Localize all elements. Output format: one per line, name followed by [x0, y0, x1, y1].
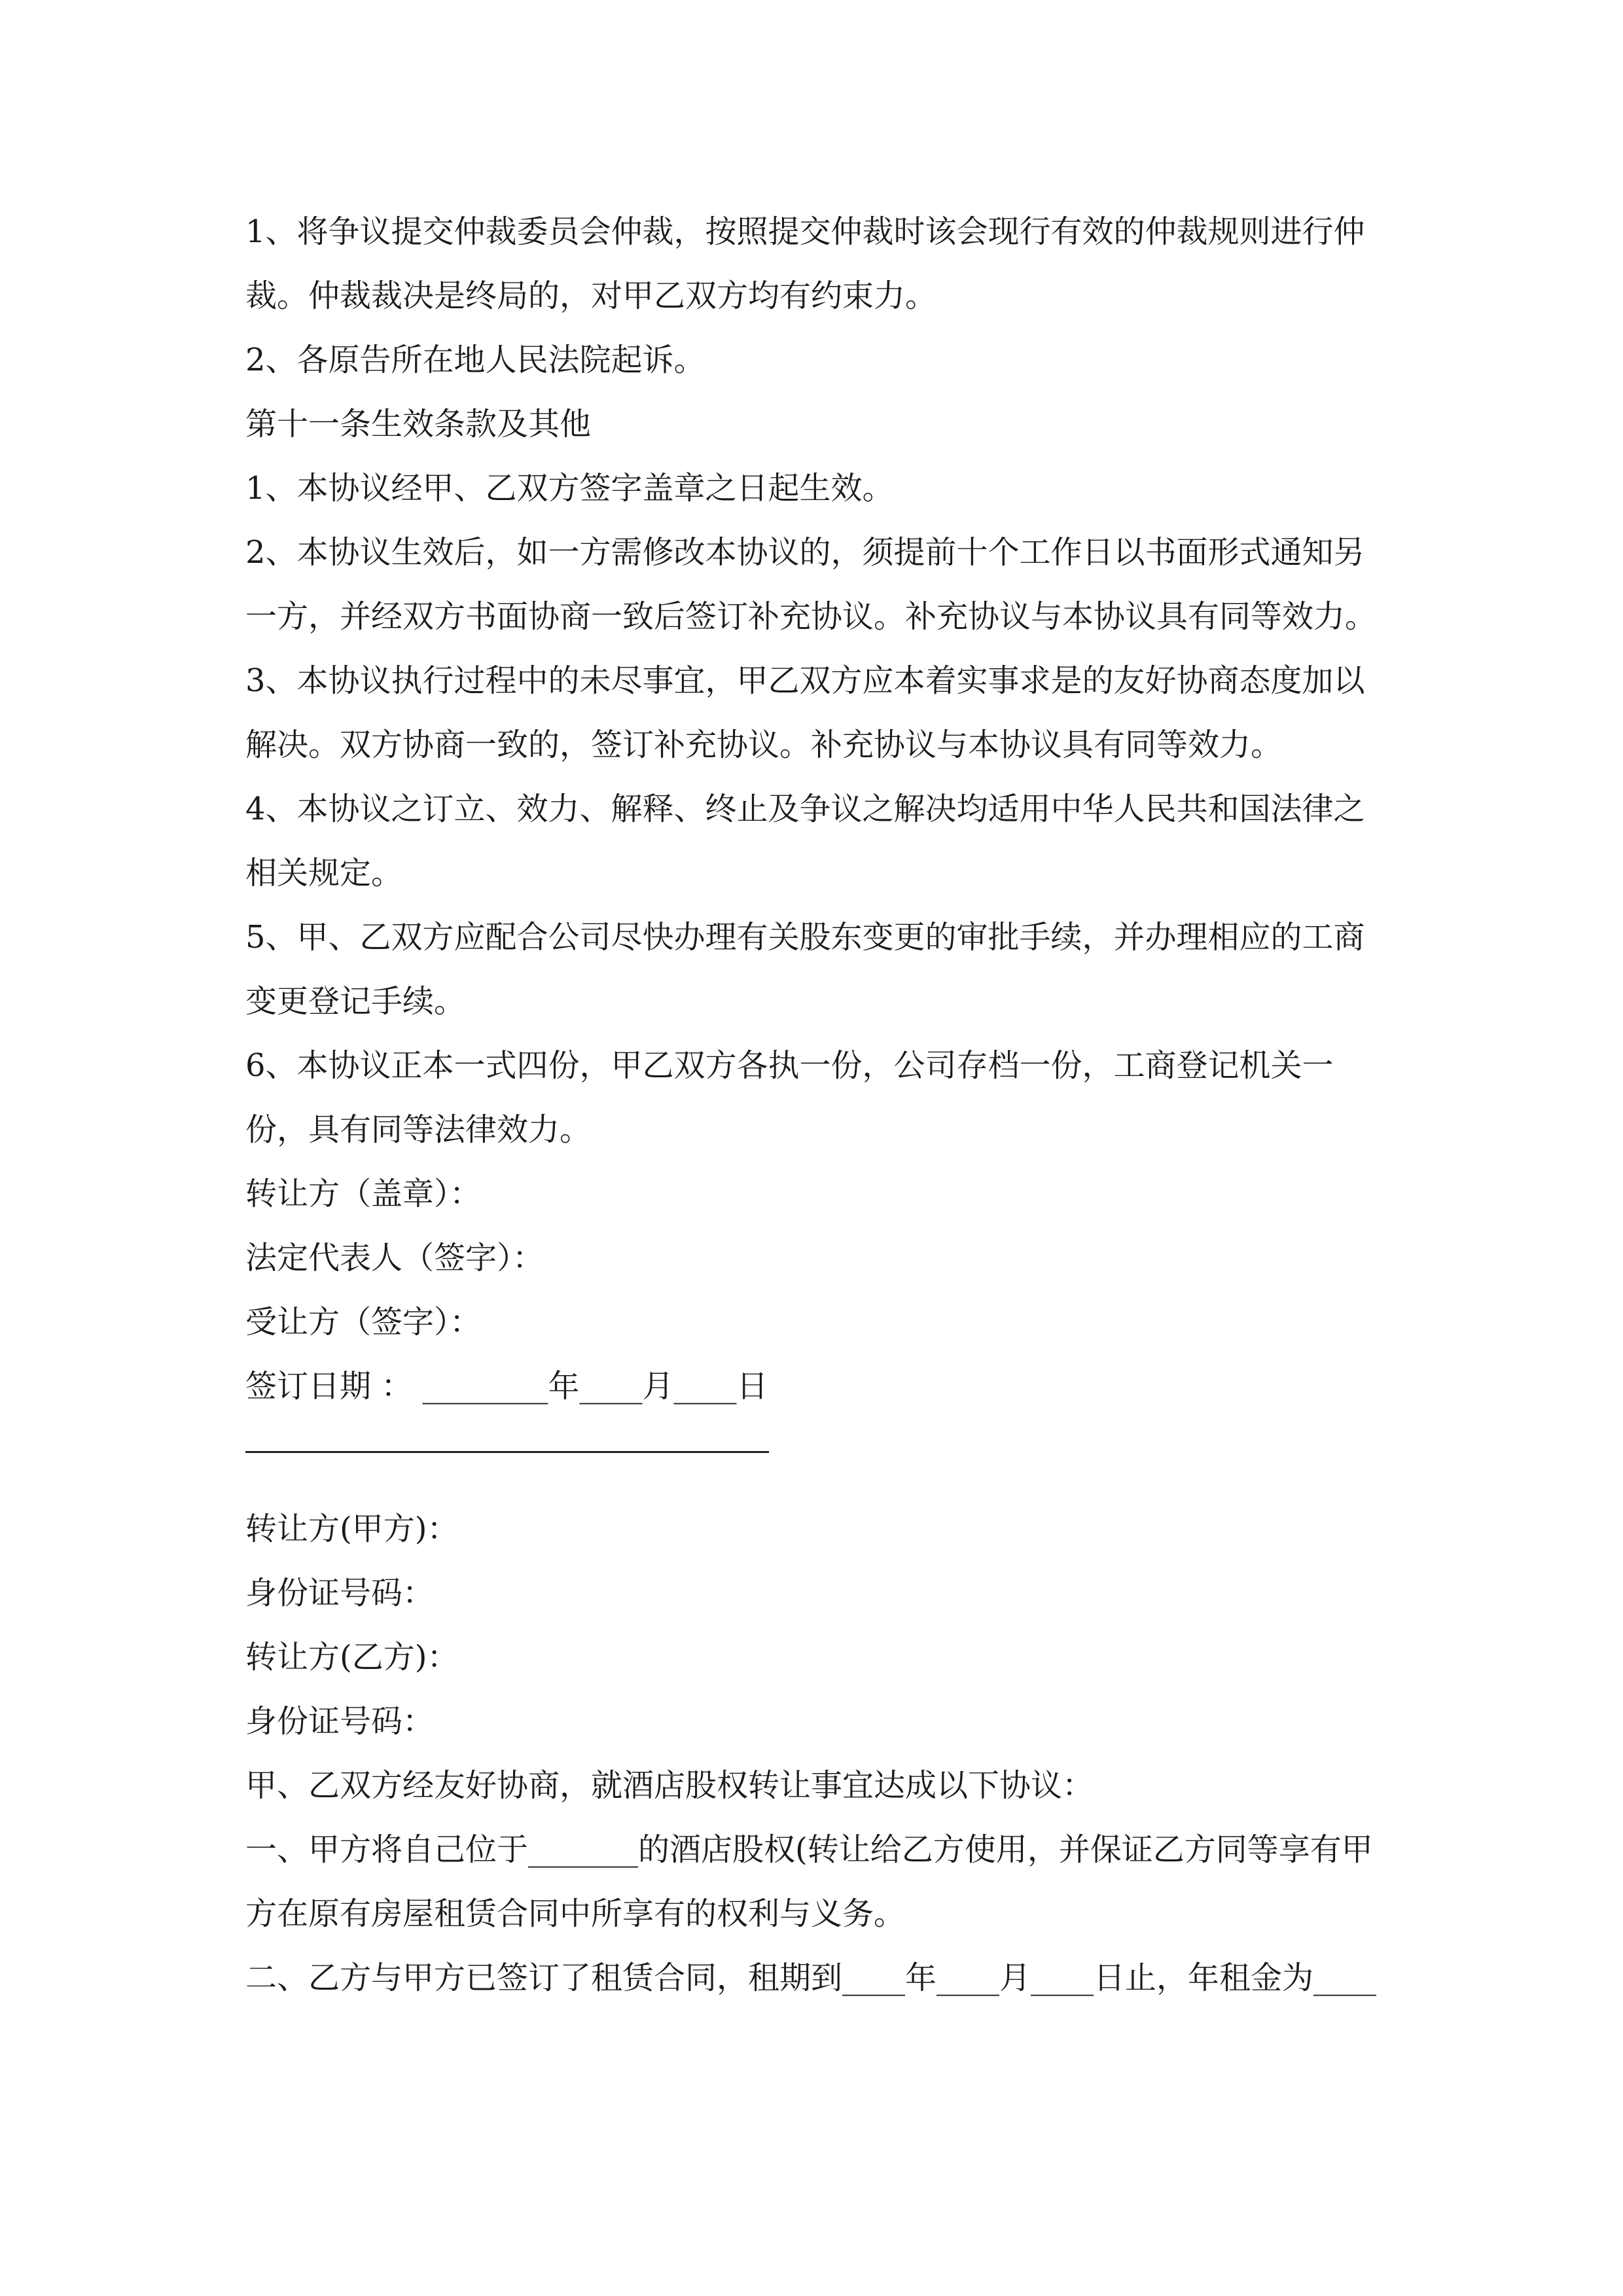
clause-one: 一、甲方将自己位于_______的酒店股权(转让给乙方使用，并保证乙方同等享有甲方在原有房屋租赁合同中所享有的权利与义务。: [245, 1831, 1373, 1932]
spacer: [245, 1482, 1381, 1497]
paragraph-effective: 1、本协议经甲、乙双方签字盖章之日起生效。: [245, 470, 894, 507]
party-a-label: 转让方(甲方)：: [245, 1511, 459, 1547]
party-a-id-label: 身份证号码：: [245, 1575, 435, 1611]
paragraph-unresolved-matters: 3、本协议执行过程中的未尽事宜，甲乙双方应本着实事求是的友好协商态度加以解决。双方协商一致的，签订补充协议。补充协议与本协议具有同等效力。: [245, 662, 1365, 763]
paragraph-governing-law: 4、本协议之订立、效力、解释、终止及争议之解决均适用中华人民共和国法律之相关规定。: [245, 791, 1365, 891]
paragraph-court: 2、各原告所在地人民法院起诉。: [245, 342, 705, 378]
paragraph-arbitration: 1、将争议提交仲裁委员会仲裁，按照提交仲裁时该会现行有效的仲裁规则进行仲裁。仲裁裁决是终局的，对甲乙双方均有约束力。: [245, 213, 1365, 314]
divider-line: [245, 1418, 1381, 1482]
agreement-intro: 甲、乙双方经友好协商，就酒店股权转让事宜达成以下协议：: [245, 1767, 1094, 1804]
document-body: [245, 200, 1381, 2010]
clause-two: 二、乙方与甲方已签订了租赁合同，租期到____年____月____日止，年租金为____: [245, 1960, 1377, 1996]
signature-transferee: 受让方（签字）：: [245, 1304, 482, 1340]
party-b-label: 转让方(乙方)：: [245, 1639, 459, 1676]
signature-transferor: 转让方（盖章）：: [245, 1175, 482, 1212]
signing-date: 签订日期 ： ________年____月____日: [245, 1368, 768, 1405]
paragraph-copies: 6、本协议正本一式四份，甲乙双方各执一份，公司存档一份，工商登记机关一份，具有同等法律效力。: [245, 1047, 1334, 1148]
signature-legal-representative: 法定代表人（签字）：: [245, 1240, 544, 1276]
paragraph-amendment: 2、本协议生效后，如一方需修改本协议的，须提前十个工作日以书面形式通知另一方，并经双方书面协商一致后签订补充协议。补充协议与本协议具有同等效力。: [245, 534, 1377, 635]
paragraph-registration: 5、甲、乙双方应配合公司尽快办理有关股东变更的审批手续，并办理相应的工商变更登记手续。: [245, 919, 1365, 1020]
section-heading-article-11: 第十一条生效条款及其他: [245, 406, 592, 442]
party-b-id-label: 身份证号码：: [245, 1703, 435, 1740]
